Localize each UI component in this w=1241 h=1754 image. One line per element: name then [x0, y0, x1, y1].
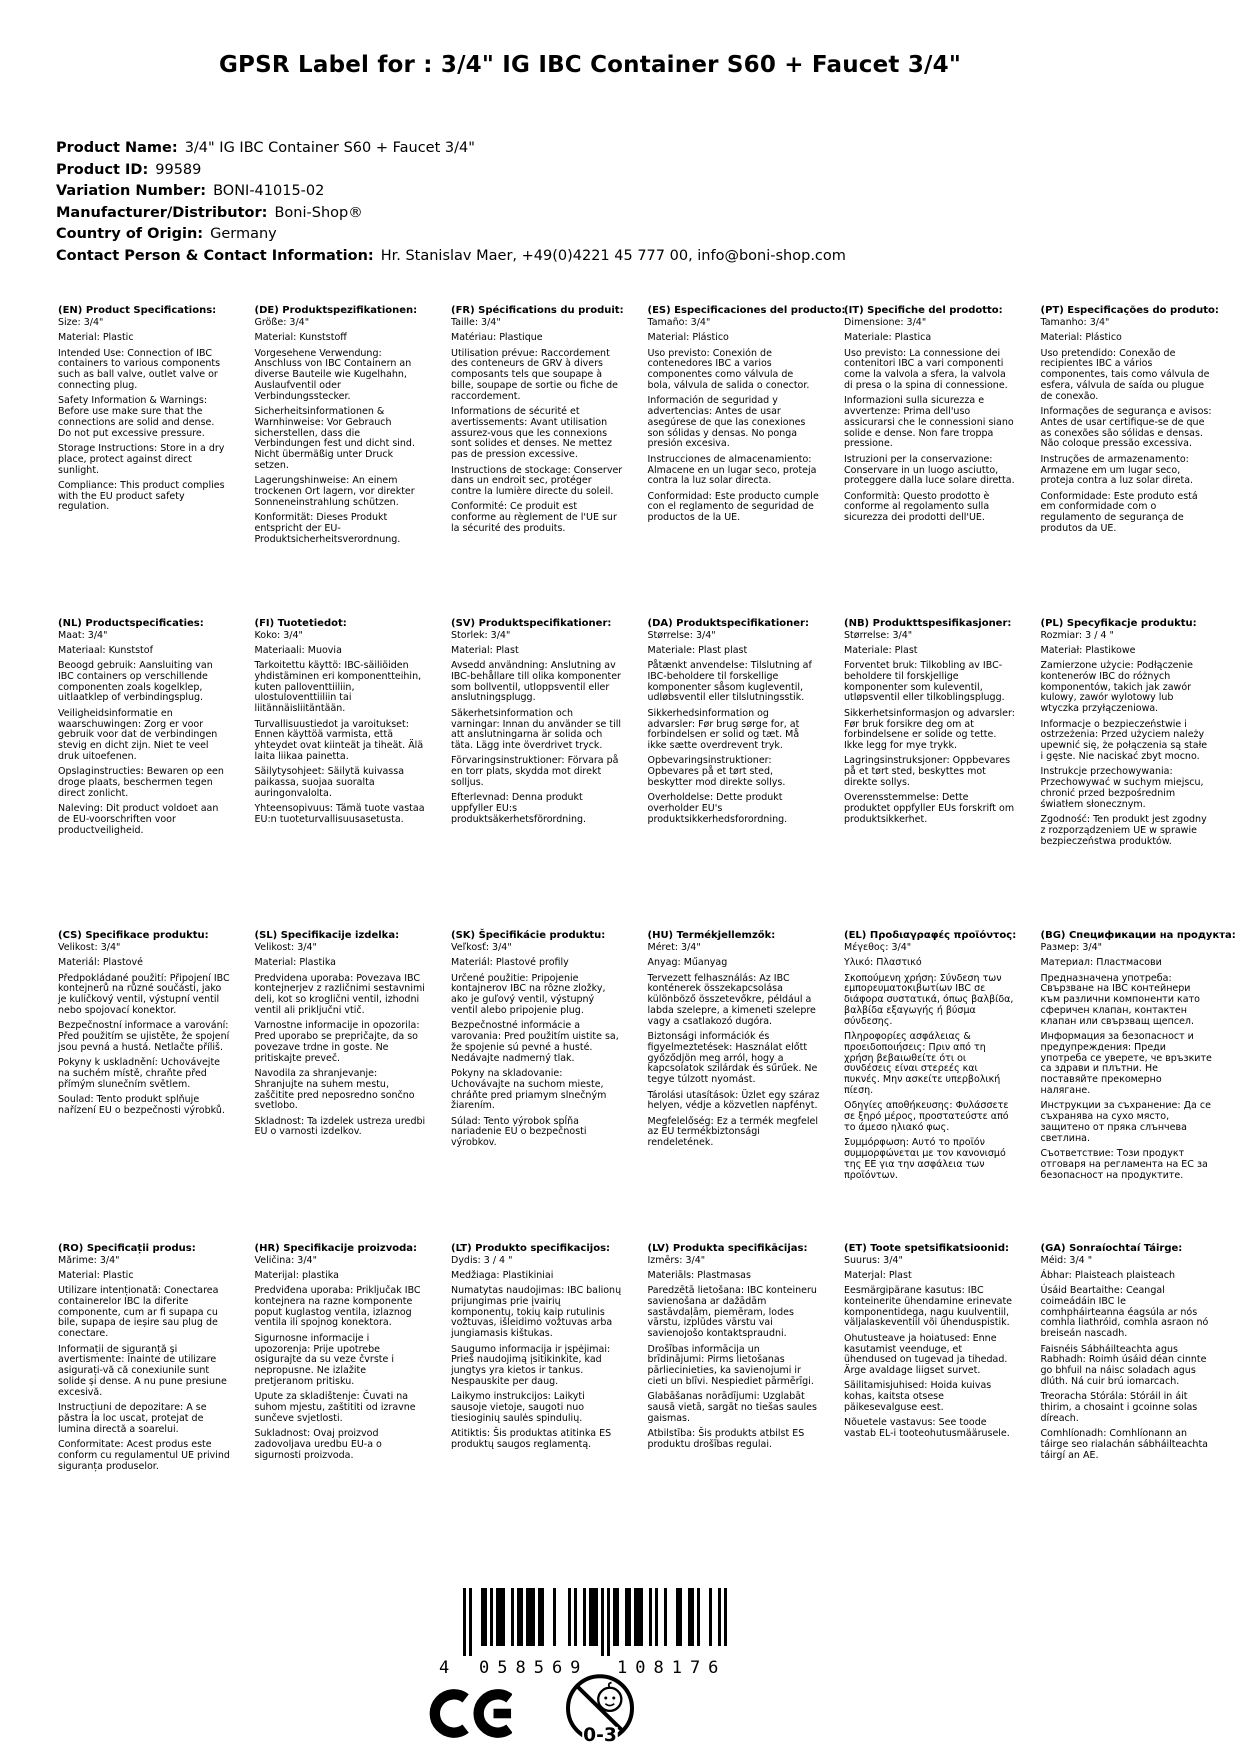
spec-paragraph: Forventet bruk: Tilkobling av IBC-beholdere til forskjellige komponenter som kuleventil, utløpsventil eller tilkoblingsplugg. [844, 660, 1005, 704]
spec-paragraph: Информация за безопасност и предупреждения: Преди употреба се уверете, че връзките са здрави и плътни. Не поставяйте прекомерно налягане. [1040, 1031, 1212, 1097]
spec-paragraph: Conformità: Questo prodotto è conforme al regolamento sulla sicurezza dei prodotti dell'UE. [844, 490, 990, 524]
spec-paragraph: Méid: 3/4 " [1040, 1254, 1093, 1266]
spec-paragraph: Instrucțiuni de depozitare: A se păstra la loc uscat, protejat de lumina directă a soarelui. [58, 1402, 207, 1435]
info-label: Variation Number: [56, 183, 207, 199]
spec-paragraph: Upute za skladištenje: Čuvati na suhom mjestu, zaštititi od izravne sunčeve svjetlosti. [254, 1391, 416, 1424]
spec-paragraph: Anyag: Műanyag [647, 957, 728, 969]
spec-paragraph: Atbilstība: Šis produkts atbilst ES produktu drošības regulai. [647, 1428, 805, 1450]
spec-paragraph: Megfelelőség: Ez a termék megfelel az EU termékbiztonsági rendeletének. [647, 1115, 818, 1149]
spec-paragraph: Sikkerhetsinformasjon og advarsler: Før bruk forsikre deg om at forbindelsene er solide og tette. Ikke legg for mye trykk. [844, 707, 1015, 752]
barcode-digits-left: 058569 [479, 1658, 589, 1678]
info-value: 99589 [155, 161, 202, 178]
spec-paragraph: Navodila za shranjevanje: Shranjujte na suhem mestu, zaščitite pred neposredno sončno svetlobo. [254, 1067, 415, 1112]
spec-paragraph: Uso previsto: La connessione dei contenitori IBC a vari componenti come la valvola a sfera, la valvola di presa o la spina di connessione. [844, 347, 1008, 391]
spec-block-title: (EL) Προδιαγραφές προϊόντος: [844, 930, 1017, 941]
spec-block-title: (ES) Especificaciones del producto: [647, 305, 846, 316]
spec-block-title: (IT) Specifiche del prodotto: [844, 305, 1003, 316]
spec-paragraph: Πληροφορίες ασφάλειας & προειδοποιήσεις: Πριν από τη χρήση βεβαιωθείτε ότι οι συνδέσεις είναι στερεές και πυκνές. Μην ασκείτε υπερβολική πίεση. [844, 1031, 1001, 1097]
spec-paragraph: Μέγεθος: 3/4" [844, 942, 912, 953]
spec-paragraph: Atitiktis: Šis produktas atitinka ES produktų saugos reglamentą. [451, 1428, 612, 1450]
spec-paragraph: Intended Use: Connection of IBC containers to various components such as ball valve, outlet valve or connecting plug. [58, 347, 221, 391]
spec-paragraph: Material: Plástico [647, 332, 729, 344]
spec-paragraph: Materiale: Plast plast [647, 644, 748, 656]
spec-paragraph: Súlad: Tento výrobok spĺňa nariadenie EÚ o bezpečnosti výrobkov. [451, 1115, 587, 1149]
barcode-digit-first: 4 [439, 1658, 450, 1678]
spec-block-bg [1041, 930, 1237, 1243]
spec-paragraph: Størrelse: 3/4" [844, 629, 913, 641]
spec-block-it [844, 305, 1040, 618]
spec-paragraph: Instruções de armazenamento: Armazene em um lugar seco, proteja contra a luz solar direta. [1040, 453, 1194, 487]
spec-paragraph: Förvaringsinstruktioner: Förvara på en torr plats, skydda mot direkt solljus. [451, 755, 619, 789]
spec-block-title: (LV) Produkta specifikācijas: [647, 1242, 808, 1254]
spec-paragraph: Οδηγίες αποθήκευσης: Φυλάσσετε σε ξηρό μέρος, προστατεύστε από το άμεσο ηλιακό φως. [844, 1100, 1009, 1133]
spec-paragraph: Storlek: 3/4" [451, 629, 511, 641]
spec-paragraph: Material: Plastic [58, 332, 134, 344]
spec-paragraph: Drošības informācija un brīdinājumi: Pirms lietošanas pārliecinieties, ka savienojumi ir cieti un blīvi. Nespiediet pārmērīgi. [647, 1343, 814, 1387]
spec-paragraph: Υλικό: Πλαστικό [844, 957, 922, 969]
spec-paragraph: Material: Plastika [254, 957, 336, 969]
spec-paragraph: Treoracha Stórála: Stóráil in áit thirim, a chosaint i gcoinne solas díreach. [1040, 1391, 1198, 1424]
spec-paragraph: Laikymo instrukcijos: Laikyti sausoje vietoje, saugoti nuo tiesioginių saulės spindulių. [451, 1391, 585, 1424]
spec-block-title: (ET) Toote spetsifikatsioonid: [844, 1242, 1010, 1254]
spec-block-pt [1041, 305, 1237, 618]
spec-paragraph: Veľkosť: 3/4" [451, 942, 512, 953]
spec-paragraph: Säilitamisjuhised: Hoida kuivas kohas, kaitsta otsese päikesevalguse eest. [844, 1380, 992, 1414]
spec-block-title: (GA) Sonraíochtaí Táirge: [1040, 1242, 1183, 1254]
spec-paragraph: Faisnéis Sábháilteachta agus Rabhadh: Roimh úsáid déan cinnte go bhfuil na náisc soladach agus dlúth. Ná cuir brú iomarcach. [1040, 1343, 1207, 1387]
spec-paragraph: Съответствие: Този продукт отговаря на регламента на ЕС за безопасност на продуктите. [1040, 1148, 1208, 1181]
spec-block-fi [255, 618, 451, 931]
spec-paragraph: Dimensione: 3/4" [844, 317, 927, 328]
spec-paragraph: Numatytas naudojimas: IBC balionų prijungimas prie įvairių komponentų, tokių kaip rutulinis vožtuvas, išleidimo vožtuvas arba jungiamasis kištukas. [451, 1285, 622, 1340]
spec-paragraph: Conformitate: Acest produs este conform cu regulamentul UE privind siguranța produselor. [58, 1438, 230, 1472]
page-title: GPSR Label for : 3/4" IG IBC Container S60 + Faucet 3/4" [218, 52, 962, 78]
spec-block-title: (DE) Produktspezifikationen: [254, 305, 418, 316]
info-label: Product Name: [56, 140, 178, 156]
spec-paragraph: Informacje o bezpieczeństwie i ostrzeżenia: Przed użyciem należy upewnić się, że połączenia są stałe i gęste. Nie naciskać zbyt mocno. [1040, 718, 1208, 762]
spec-paragraph: Suurus: 3/4" [844, 1254, 903, 1266]
spec-paragraph: Glabāšanas norādījumi: Uzglabāt sausā vietā, sargāt no tiešas saules gaismas. [647, 1391, 817, 1424]
barcode-digits-right: 108176 [617, 1658, 727, 1678]
spec-paragraph: Naleving: Dit product voldoet aan de EU-voorschriften voor productveiligheid. [58, 803, 219, 836]
spec-paragraph: Zamierzone użycie: Podłączenie kontenerów IBC do różnych komponentów, takich jak zawór kulowy, zawór wylotowy lub wtyczka przyłączeniowa. [1040, 660, 1194, 715]
spec-paragraph: Lagerungshinweise: An einem trockenen Ort lagern, vor direkter Sonneneinstrahlung schützen. [254, 475, 415, 508]
spec-paragraph: Koko: 3/4" [254, 629, 303, 641]
spec-paragraph: Medžiaga: Plastikiniai [451, 1269, 554, 1281]
spec-paragraph: Předpokládané použití: Připojení IBC kontejnerů na různé součásti, jako je kuličkový ventil, výstupní ventil nebo spojovací konektor. [58, 972, 230, 1016]
spec-paragraph: Určené použitie: Pripojenie kontajnerov IBC na rôzne zložky, ako je guľový ventil, výstupný ventil alebo pripojenie plug. [451, 972, 606, 1016]
spec-paragraph: Zgodność: Ten produkt jest zgodny z rozporządzeniem UE w sprawie bezpieczeństwa produktów. [1040, 813, 1207, 847]
ean13-barcode [439, 1588, 748, 1678]
info-value: BONI-41015-02 [213, 183, 325, 199]
spec-paragraph: Matériau: Plastique [451, 332, 543, 344]
product-info-line [56, 160, 846, 182]
spec-paragraph: Conformidad: Este producto cumple con el reglamento de seguridad de productos de la UE. [647, 490, 819, 524]
spec-paragraph: Materjal: Plast [844, 1269, 912, 1281]
spec-paragraph: Säilytysohjeet: Säilytä kuivassa paikassa, suojaa suoralta auringonvalolta. [254, 766, 405, 799]
spec-block-sk [451, 930, 647, 1243]
spec-paragraph: Conformidade: Este produto está em conformidade com o regulamento de segurança de produtos da UE. [1040, 490, 1198, 535]
spec-block-title: (LT) Produkto specifikacijos: [451, 1242, 611, 1254]
spec-paragraph: Material: Plastic [58, 1269, 134, 1281]
spec-paragraph: Veličina: 3/4" [254, 1254, 317, 1266]
spec-paragraph: Nõuetele vastavus: See toode vastab EL-i tooteohutusmäärusele. [844, 1417, 1010, 1440]
spec-block-title: (SV) Produktspecifikationer: [451, 617, 612, 629]
spec-paragraph: Material: Plástico [1040, 332, 1122, 344]
spec-paragraph: Bezpečnostné informácie a varovania: Pred použitím uistite sa, že spojenie sú pevné a husté. Nedávajte nadmerný tlak. [451, 1020, 619, 1064]
spec-paragraph: Pokyny na skladovanie: Uchovávajte na suchom mieste, chráňte pred priamym slnečným žiarením. [451, 1067, 607, 1112]
info-value: 3/4" IG IBC Container S60 + Faucet 3/4" [184, 140, 475, 156]
spec-block-hu [648, 930, 844, 1243]
spec-block-title: (HR) Specifikacije proizvoda: [254, 1242, 418, 1254]
spec-paragraph: Material: Plast [451, 644, 519, 656]
spec-paragraph: Maat: 3/4" [58, 629, 108, 641]
spec-paragraph: Overholdelse: Dette produkt overholder EU's produktsikkerhedsforordning. [647, 792, 788, 825]
spec-paragraph: Yhteensopivuus: Tämä tuote vastaa EU:n tuoteturvallisuusasetusta. [254, 803, 425, 825]
spec-block-title: (BG) Спецификации на продукта: [1040, 930, 1236, 941]
spec-paragraph: Soulad: Tento produkt splňuje nařízení EU o bezpečnosti výrobků. [58, 1094, 225, 1116]
spec-block-title: (FR) Spécifications du produit: [451, 305, 624, 316]
spec-paragraph: Συμμόρφωση: Αυτό το προϊόν συμμορφώνεται με τον κανονισμό της ΕΕ για την ασφάλεια των προϊόντων. [844, 1137, 1006, 1181]
spec-paragraph: Påtænkt anvendelse: Tilslutning af IBC-beholdere til forskellige komponenter såsom kugleventil, udløbsventil eller tilslutningsstik. [647, 660, 812, 704]
product-info-line [56, 224, 846, 246]
spec-paragraph: Información de seguridad y advertencias: Antes de usar asegúrese de que las conexiones son sólidas y densas. No ponga presión excesiva. [647, 395, 806, 450]
spec-block-title: (SL) Specifikacije izdelka: [254, 930, 400, 941]
spec-paragraph: Beoogd gebruik: Aansluiting van IBC containers op verschillende componenten zoals kogelklep, uitlaatklep of verbindingsplug. [58, 660, 213, 704]
spec-paragraph: Predviđena uporaba: Priključak IBC kontejnera na razne komponente poput kuglastog ventila, izlaznog ventila ili spojnog konektora. [254, 1285, 421, 1329]
spec-paragraph: Veiligheidsinformatie en waarschuwingen: Zorg er voor gebruik voor dat de verbindingen stevig en dicht zijn. Niet te veel druk uitoefenen. [58, 707, 218, 762]
age-warning-0-3-icon [560, 1670, 640, 1754]
spec-block-title: (EN) Product Specifications: [58, 305, 217, 316]
spec-block-title: (SK) Špecifikácie produktu: [451, 930, 606, 941]
spec-paragraph: Tárolási utasítások: Üzlet egy száraz helyen, védje a közvetlen napfényt. [647, 1089, 820, 1112]
spec-block-ga [1041, 1243, 1237, 1556]
spec-paragraph: Rozmiar: 3 / 4 " [1040, 629, 1114, 641]
info-label: Contact Person & Contact Information: [56, 247, 374, 264]
spec-paragraph: Informazioni sulla sicurezza e avvertenze: Prima dell'uso assicurarsi che le connessioni siano solide e dense. Non fare troppa pressione. [844, 395, 1014, 450]
spec-paragraph: Informations de sécurité et avertissements: Avant utilisation assurez-vous que les connexions sont solides et denses. Ne mettez pas de pression excessive. [451, 406, 613, 461]
spec-paragraph: Overensstemmelse: Dette produktet oppfyller EUs forskrift om produktsikkerhet. [844, 792, 1015, 825]
spec-paragraph: Utilisation prévue: Raccordement des conteneurs de GRV à divers composants tels que soupape à bille, soupape de sortie ou fiche de raccordement. [451, 347, 618, 402]
spec-paragraph: Varnostne informacije in opozorila: Pred uporabo se prepričajte, da so povezave trdne in goste. Ne pritiskajte preveč. [254, 1020, 420, 1064]
spec-block-es [648, 305, 844, 618]
spec-paragraph: Materiale: Plast [844, 644, 918, 656]
spec-paragraph: Предназначена употреба: Свързване на IBC контейнери към различни компоненти като сферичен клапан, контактен клапан или свързващ щепсел. [1040, 972, 1200, 1027]
spec-paragraph: Tamanho: 3/4" [1040, 317, 1110, 328]
spec-block-en [58, 305, 254, 618]
spec-paragraph: Instrukcje przechowywania: Przechowywać w suchym miejscu, chronić przed bezpośrednim światłem słonecznym. [1040, 766, 1204, 810]
age-warning-label: 0-3 [583, 1725, 617, 1747]
spec-paragraph: Vorgesehene Verwendung: Anschluss von IBC Containern an diverse Bauteile wie Kugelhahn, Auslaufventil oder Verbindungsstecker. [254, 347, 412, 402]
spec-block-et [844, 1243, 1040, 1556]
spec-block-lv [648, 1243, 844, 1556]
spec-paragraph: Instrucciones de almacenamiento: Almacene en un lugar seco, proteja contra la luz solar directa. [647, 453, 817, 487]
spec-paragraph: Efterlevnad: Denna produkt uppfyller EU:s produktsäkerhetsförordning. [451, 792, 587, 825]
info-label: Manufacturer/Distributor: [56, 204, 268, 221]
spec-paragraph: Informações de segurança e avisos: Antes de usar certifique-se de que as conexões são sólidas e densas. Não coloque pressão excessiva. [1040, 406, 1212, 450]
spec-paragraph: Инструкции за съхранение: Да се съхранява на сухо място, защитено от пряка слънчева светлина. [1040, 1100, 1211, 1144]
spec-paragraph: Sukladnost: Ovaj proizvod zadovoljava uredbu EU-a o sigurnosti proizvoda. [254, 1428, 382, 1461]
spec-paragraph: Utilizare intenționată: Conectarea containerelor IBC la diferite componente, cum ar fi supapa cu bile, supapa de ieșire sau plug de conectare. [58, 1285, 219, 1340]
spec-paragraph: Materiaali: Muovia [254, 644, 342, 656]
spec-paragraph: Compliance: This product complies with the EU product safety regulation. [58, 479, 225, 513]
spec-paragraph: Materiál: Plastové [58, 957, 143, 969]
spec-paragraph: Turvallisuustiedot ja varoitukset: Ennen käyttöä varmista, että yhteydet ovat kiinteät ja tiheät. Älä laita liikaa painetta. [254, 718, 424, 762]
spec-block-de [255, 305, 451, 618]
spec-paragraph: Storage Instructions: Store in a dry place, protect against direct sunlight. [58, 442, 225, 476]
spec-grid [58, 305, 1237, 1555]
spec-paragraph: Pokyny k uskladnění: Uchovávejte na suchém místě, chraňte před přímým slunečním světlem. [58, 1057, 221, 1090]
spec-block-title: (RO) Specificații produs: [58, 1242, 196, 1254]
spec-paragraph: Säkerhetsinformation och varningar: Innan du använder se till att anslutningarna är solida och täta. Lägg inte överdrivet tryck. [451, 707, 622, 752]
spec-block-cs [58, 930, 254, 1243]
spec-paragraph: Eesmärgipärane kasutus: IBC konteinerite ühendamine erinevate komponentidega, nagu kuulventiil, väljalaskeventiil või ühenduspistik. [844, 1285, 1013, 1329]
product-info-line [56, 138, 846, 160]
spec-block-el [844, 930, 1040, 1243]
spec-paragraph: Ábhar: Plaisteach plaisteach [1040, 1269, 1175, 1281]
spec-paragraph: Ohutusteave ja hoiatused: Enne kasutamist veenduge, et ühendused on tugevad ja tihedad. Ärge avaldage liigset survet. [844, 1332, 1008, 1377]
spec-paragraph: Paredzētā lietošana: IBC konteineru savienošana ar dažādām sastāvdaļām, piemēram, lodes vārstu, izplūdes vārstu vai savienojošo kontaktspraudni. [647, 1285, 817, 1340]
spec-block-sv [451, 618, 647, 931]
spec-block-hr [255, 1243, 451, 1556]
spec-block-title: (FI) Tuotetiedot: [254, 617, 347, 629]
spec-paragraph: Safety Information & Warnings: Before use make sure that the connections are solid and dense. Do not put excessive pressure. [58, 395, 215, 439]
spec-paragraph: Материал: Пластмасови [1040, 957, 1162, 969]
spec-paragraph: Materiale: Plastica [844, 332, 932, 344]
spec-paragraph: Materijal: plastika [254, 1269, 339, 1281]
spec-paragraph: Sicherheitsinformationen & Warnhinweise: Vor Gebrauch sicherstellen, dass die Verbindungen fest und dicht sind. Nicht übermäßig unter Druck setzen. [254, 406, 415, 472]
spec-paragraph: Material: Kunststoff [254, 332, 347, 344]
spec-paragraph: Tervezett felhasználás: Az IBC konténerek összekapcsolása különböző összetevőkre, például a labda szelepre, a kimeneti szelepre vagy a csatlakozó dugóra. [647, 972, 816, 1027]
spec-paragraph: Tamaño: 3/4" [647, 317, 711, 328]
spec-paragraph: Sigurnosne informacije i upozorenja: Prije upotrebe osigurajte da su veze čvrste i nepropusne. Ne izlažite pretjeranom pritisku. [254, 1332, 395, 1387]
spec-paragraph: Dydis: 3 / 4 " [451, 1254, 513, 1266]
info-label: Product ID: [56, 161, 149, 178]
spec-paragraph: Conformité: Ce produit est conforme au règlement de l'UE sur la sécurité des produits. [451, 501, 617, 535]
spec-paragraph: Размер: 3/4" [1040, 942, 1103, 953]
spec-paragraph: Opslaginstructies: Bewaren op een droge plaats, beschermen tegen direct zonlicht. [58, 766, 224, 799]
ce-mark-icon [428, 1688, 512, 1743]
spec-paragraph: Konformität: Dieses Produkt entspricht der EU-Produktsicherheitsverordnung. [254, 512, 401, 545]
spec-block-title: (NB) Produkttspesifikasjoner: [844, 617, 1012, 629]
spec-paragraph: Materiál: Plastové profily [451, 957, 569, 969]
spec-paragraph: Tarkoitettu käyttö: IBC-säiliöiden yhdistäminen eri komponentteihin, kuten palloventtiiliin, ulostuloventtiiliin tai liitännäisliitäntään. [254, 660, 422, 715]
info-label: Country of Origin: [56, 226, 204, 242]
product-info [56, 138, 846, 267]
spec-paragraph: Biztonsági információk és figyelmeztetések: Használat előtt győződjön meg arról, hogy a kapcsolatok szilárdak és sűrűek. Ne tegye túlzott nyomást. [647, 1031, 818, 1086]
spec-paragraph: Saugumo informacija ir įspėjimai: Prieš naudojimą įsitikinkite, kad jungtys yra kietos ir tankus. Nespauskite per daug. [451, 1343, 611, 1387]
spec-paragraph: Uso previsto: Conexión de contenedores IBC a varios componentes como válvula de bola, válvula de salida o conector. [647, 347, 810, 391]
spec-paragraph: Instructions de stockage: Conserver dans un endroit sec, protéger contre la lumière directe du soleil. [451, 464, 623, 498]
spec-block-sl [255, 930, 451, 1243]
spec-block-title: (CS) Specifikace produktu: [58, 930, 209, 941]
spec-block-title: (PL) Specyfikacje produktu: [1040, 617, 1197, 629]
spec-paragraph: Taille: 3/4" [451, 317, 501, 328]
spec-block-nb [844, 618, 1040, 931]
spec-paragraph: Velikost: 3/4" [58, 942, 121, 953]
product-info-line [56, 246, 846, 268]
product-info-line [56, 203, 846, 225]
spec-paragraph: Lagringsinstruksjoner: Oppbevares på et tørt sted, beskyttes mot direkte sollys. [844, 755, 1011, 789]
spec-paragraph: Izmērs: 3/4" [647, 1254, 706, 1266]
spec-block-nl [58, 618, 254, 931]
spec-block-pl [1041, 618, 1237, 931]
spec-paragraph: Avsedd användning: Anslutning av IBC-behållare till olika komponenter som bollventil, utloppsventil eller anslutningsplugg. [451, 660, 621, 704]
spec-paragraph: Skladnost: Ta izdelek ustreza uredbi EU o varnosti izdelkov. [254, 1115, 426, 1138]
spec-paragraph: Størrelse: 3/4" [647, 629, 716, 641]
spec-block-ro [58, 1243, 254, 1556]
spec-block-da [648, 618, 844, 931]
product-info-line [56, 181, 846, 203]
spec-paragraph: Größe: 3/4" [254, 317, 310, 328]
spec-paragraph: Predvidena uporaba: Povezava IBC kontejnerjev z različnimi sestavnimi deli, kot so kroglični ventil, izhodni ventil ali priključni vtič. [254, 972, 425, 1016]
spec-paragraph: Uso pretendido: Conexão de recipientes IBC a vários componentes, tais como válvula de esfera, válvula de saída ou plugue de conexão. [1040, 347, 1210, 402]
spec-paragraph: Comhlíonadh: Comhlíonann an táirge seo rialachán sábháilteachta táirgí an AE. [1040, 1428, 1208, 1461]
spec-block-title: (HU) Termékjellemzők: [647, 930, 776, 941]
spec-paragraph: Méret: 3/4" [647, 942, 701, 953]
spec-paragraph: Mărime: 3/4" [58, 1254, 120, 1266]
spec-paragraph: Σκοπούμενη χρήση: Σύνδεση των εμπορευματοκιβωτίων IBC σε διάφορα συστατικά, όπως βαλβίδα, βαλβίδα εξαγωγής ή βύσμα σύνδεσης. [844, 972, 1014, 1027]
spec-block-lt [451, 1243, 647, 1556]
spec-paragraph: Bezpečnostní informace a varování: Před použitím se ujistěte, že spojení jsou pevná a hustá. Netlačte příliš. [58, 1020, 230, 1053]
spec-block-title: (NL) Productspecificaties: [58, 617, 204, 629]
spec-paragraph: Size: 3/4" [58, 317, 104, 328]
info-value: Germany [210, 226, 277, 242]
spec-paragraph: Velikost: 3/4" [254, 942, 317, 953]
spec-block-title: (DA) Produktspecifikationer: [647, 617, 809, 629]
spec-paragraph: Úsáid Beartaithe: Ceangal coimeádáin IBC le comhpháirteanna éagsúla ar nós comhla liathróid, comhla asraon nó breiseán nascadh. [1040, 1285, 1209, 1340]
barcode-bars-icon [463, 1588, 748, 1658]
spec-paragraph: Materiał: Plastikowe [1040, 644, 1136, 656]
spec-paragraph: Sikkerhedsinformation og advarsler: Før brug sørge for, at forbindelsen er solid og tæt. Må ikke sætte overdrevent tryk. [647, 707, 800, 752]
spec-paragraph: Materiaal: Kunststof [58, 644, 153, 656]
spec-paragraph: Opbevaringsinstruktioner: Opbevares på et tørt sted, beskytter mod direkte sollys. [647, 755, 786, 789]
info-value: Hr. Stanislav Maer, +49(0)4221 45 777 00, info@boni-shop.com [380, 247, 846, 264]
info-value: Boni-Shop® [274, 204, 363, 221]
spec-paragraph: Materiāls: Plastmasas [647, 1269, 751, 1281]
spec-block-title: (PT) Especificações do produto: [1040, 305, 1219, 316]
spec-paragraph: Istruzioni per la conservazione: Conservare in un luogo asciutto, proteggere dalla luce solare diretta. [844, 453, 1015, 487]
spec-paragraph: Informații de siguranță și avertismente: Înainte de utilizare asigurați-vă că conexiunile sunt solide și dense. A nu pune presiune excesivă. [58, 1343, 227, 1398]
spec-block-fr [451, 305, 647, 618]
